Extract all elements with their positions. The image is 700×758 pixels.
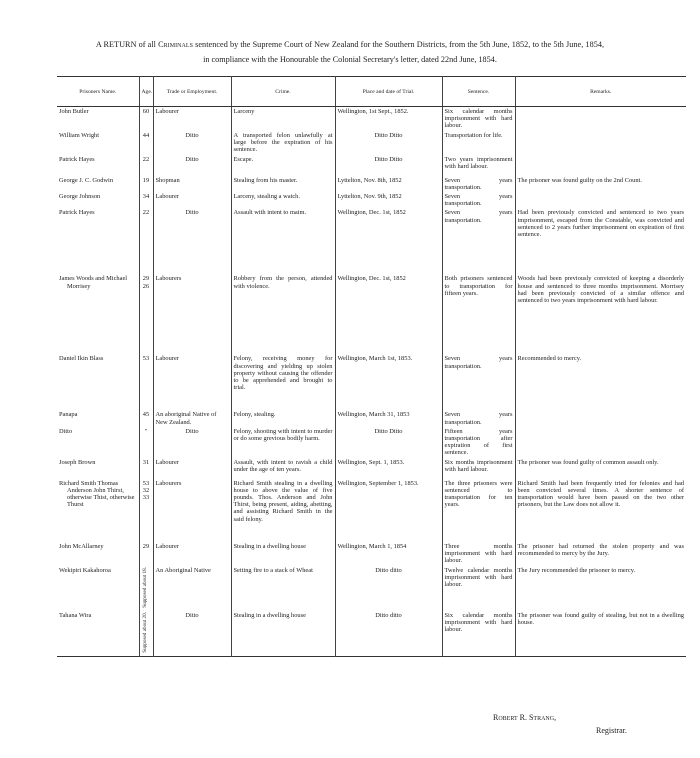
cell-sentence bbox=[442, 354, 515, 410]
cell-age bbox=[139, 611, 153, 656]
cell-age bbox=[139, 274, 153, 354]
cell-trade bbox=[153, 410, 231, 426]
header-age: Age. bbox=[139, 77, 153, 107]
cell-prisoner-name bbox=[57, 542, 139, 566]
cell-remarks bbox=[515, 208, 686, 274]
table-row bbox=[57, 566, 686, 611]
sentence-text: Six calendar months imprisonment with hard labour. bbox=[444, 108, 513, 130]
cell-prisoner-name bbox=[57, 208, 139, 274]
cell-sentence bbox=[442, 458, 515, 479]
cell-trade bbox=[153, 155, 231, 176]
remarks-text: The prisoner was found guilty on the 2nd Count. bbox=[517, 176, 642, 184]
cell-age bbox=[139, 458, 153, 479]
place-date-text: Lyttelton, Nov. 9th, 1852 bbox=[337, 193, 402, 201]
cell-place-date bbox=[335, 208, 442, 274]
place-date-text: Wellington, March 31, 1853 bbox=[337, 411, 410, 419]
sentence-text: Seven years transportation. bbox=[444, 411, 513, 426]
table-row bbox=[57, 427, 686, 458]
crime-text: Escape. bbox=[233, 155, 254, 163]
cell-remarks bbox=[515, 479, 686, 542]
cell-prisoner-name bbox=[57, 354, 139, 410]
cell-trade bbox=[153, 107, 231, 131]
cell-crime bbox=[231, 458, 335, 479]
cell-place-date bbox=[335, 410, 442, 426]
title-smallcaps: Criminals bbox=[158, 40, 194, 49]
age-text: 60 bbox=[142, 108, 150, 115]
prisoner-name-text: Patrick Hayes bbox=[59, 209, 95, 217]
cell-sentence bbox=[442, 131, 515, 155]
age-text: 45 bbox=[142, 411, 150, 419]
cell-sentence bbox=[442, 155, 515, 176]
trade-text: Labourer bbox=[155, 458, 179, 466]
trade-text: Labourers bbox=[155, 479, 182, 487]
age-text: 19 bbox=[142, 176, 150, 184]
cell-sentence bbox=[442, 176, 515, 192]
cell-prisoner-name bbox=[57, 155, 139, 176]
cell-crime bbox=[231, 479, 335, 542]
prisoner-name-text: Tahana Wira bbox=[59, 611, 92, 619]
prisoner-name-text: Joseph Brown bbox=[59, 458, 96, 466]
remarks-text: Recommended to mercy. bbox=[517, 355, 582, 363]
sentence-text: Six months imprisonment with hard labour. bbox=[444, 458, 513, 473]
table-row bbox=[57, 208, 686, 274]
title-prefix: A RETURN of all bbox=[95, 40, 156, 49]
table-row bbox=[57, 131, 686, 155]
cell-crime bbox=[231, 155, 335, 176]
header-trade: Trade or Employment. bbox=[153, 77, 231, 107]
age-text: Supposed about 18. bbox=[142, 566, 149, 608]
trade-text: Ditto bbox=[185, 155, 199, 163]
age-text: 22 bbox=[142, 209, 150, 217]
prisoner-name-text: Patrick Hayes bbox=[59, 155, 95, 163]
cell-crime bbox=[231, 542, 335, 566]
cell-place-date bbox=[335, 107, 442, 131]
cell-crime bbox=[231, 566, 335, 611]
cell-crime bbox=[231, 427, 335, 458]
trade-text: Labourer bbox=[155, 542, 179, 550]
cell-crime bbox=[231, 611, 335, 656]
remarks-text: Richard Smith had been frequently tried for felonies and had been convicted several times. A shorter sentence of transportation would have been passed on the two other prisoners, but the Law does not allow it. bbox=[517, 479, 684, 509]
remarks-text: The Jury recommended the prisoner to mercy. bbox=[517, 566, 636, 574]
prisoner-name-text: Richard Smith Thomas Anderson John Thirst, otherwise Thist, otherwise Thurst bbox=[59, 479, 135, 509]
cell-remarks bbox=[515, 410, 686, 426]
crime-text: Felony, receiving money for discovering and yielding up stolen property without causing the offender to be apprehended and brought to trial. bbox=[233, 355, 333, 392]
cell-remarks bbox=[515, 566, 686, 611]
document-subtitle: in compliance with the Honourable the Colonial Secretary's letter, dated 22nd June, 1854. bbox=[203, 55, 497, 64]
sentence-text: Six calendar months imprisonment with hard labour. bbox=[444, 611, 513, 634]
trade-text: Labourers bbox=[155, 275, 182, 283]
crime-text: Stealing in a dwelling house bbox=[233, 542, 306, 550]
cell-remarks bbox=[515, 192, 686, 208]
cell-place-date bbox=[335, 155, 442, 176]
place-date-text: Wellington, September 1, 1853. bbox=[337, 479, 419, 487]
age-text: 44 bbox=[142, 131, 150, 139]
table-row bbox=[57, 479, 686, 542]
age-text: 29 26 bbox=[142, 275, 150, 290]
table-body bbox=[57, 107, 686, 657]
trade-text: Ditto bbox=[185, 427, 199, 435]
crime-text: Stealing from his master. bbox=[233, 176, 298, 184]
table-row bbox=[57, 107, 686, 131]
cell-crime bbox=[231, 131, 335, 155]
prisoner-name-text: James Woods and Michael Morrisey bbox=[59, 275, 128, 290]
sentence-text: Transportation for life. bbox=[444, 131, 503, 139]
cell-crime bbox=[231, 274, 335, 354]
prisoner-name-text: George Johnson bbox=[59, 193, 101, 201]
cell-place-date bbox=[335, 354, 442, 410]
cell-place-date bbox=[335, 176, 442, 192]
crime-text: Larceny, stealing a watch. bbox=[233, 193, 300, 201]
cell-place-date bbox=[335, 131, 442, 155]
crime-text: Richard Smith stealing in a dwelling house to above the value of five pounds. Thos. Anderson and John Thirst, being present, aiding, abetting, and assisting Richard Smith in the said felony. bbox=[233, 479, 333, 523]
place-date-text: Ditto Ditto bbox=[374, 131, 403, 139]
cell-sentence bbox=[442, 611, 515, 656]
crime-text: Assault with intent to maim. bbox=[233, 209, 307, 217]
header-remarks: Remarks. bbox=[515, 77, 686, 107]
registrar-signature: Robert R. Strang, bbox=[493, 713, 557, 722]
cell-place-date bbox=[335, 274, 442, 354]
cell-remarks bbox=[515, 542, 686, 566]
place-date-text: Ditto ditto bbox=[375, 566, 402, 574]
document-title bbox=[0, 40, 700, 49]
sentence-text: Seven years transportation. bbox=[444, 193, 513, 208]
header-prisoner-name: Prisoners Name. bbox=[57, 77, 139, 107]
cell-remarks bbox=[515, 274, 686, 354]
table-row bbox=[57, 458, 686, 479]
cell-age bbox=[139, 107, 153, 131]
crime-text: Felony, stealing. bbox=[233, 411, 276, 419]
cell-prisoner-name bbox=[57, 611, 139, 656]
remarks-text: Had been previously convicted and sentenced to two years imprisonment, escaped from the Constable, was convicted and sentenced to 2 years further imprisonment on expiration of first sentence. bbox=[517, 209, 684, 239]
cell-remarks bbox=[515, 427, 686, 458]
crime-text: A transported felon unlawfully at large before the expiration of his sentence. bbox=[233, 131, 333, 154]
crime-text: Robbery from the person, attended with violence. bbox=[233, 275, 333, 290]
place-date-text: Wellington, 1st Sept., 1852. bbox=[337, 108, 409, 115]
cell-trade bbox=[153, 192, 231, 208]
cell-crime bbox=[231, 410, 335, 426]
cell-age bbox=[139, 155, 153, 176]
cell-age bbox=[139, 131, 153, 155]
age-text: 31 bbox=[142, 458, 150, 466]
table-row bbox=[57, 274, 686, 354]
table-row bbox=[57, 354, 686, 410]
cell-prisoner-name bbox=[57, 566, 139, 611]
remarks-text: The prisoner was found guilty of common assault only. bbox=[517, 458, 659, 466]
cell-sentence bbox=[442, 192, 515, 208]
sentence-text: Fifteen years transportation after expiration of first sentence. bbox=[444, 427, 513, 457]
age-text: " bbox=[144, 427, 148, 435]
cell-trade bbox=[153, 274, 231, 354]
trade-text: Shopman bbox=[155, 176, 180, 184]
registrar-title: Registrar. bbox=[596, 726, 627, 735]
place-date-text: Lyttelton, Nov. 8th, 1852 bbox=[337, 176, 402, 184]
prisoner-name-text: Ditto bbox=[59, 427, 73, 435]
cell-place-date bbox=[335, 566, 442, 611]
cell-trade bbox=[153, 354, 231, 410]
prisoner-name-text: John McAllarney bbox=[59, 542, 104, 550]
cell-sentence bbox=[442, 208, 515, 274]
cell-crime bbox=[231, 176, 335, 192]
cell-age bbox=[139, 354, 153, 410]
place-date-text: Wellington, Sept. 1, 1853. bbox=[337, 458, 405, 466]
trade-text: Ditto bbox=[185, 209, 199, 217]
prisoner-name-text: George J. C. Godwin bbox=[59, 176, 114, 184]
crime-text: Assault, with intent to ravish a child under the age of ten years. bbox=[233, 458, 333, 473]
cell-prisoner-name bbox=[57, 274, 139, 354]
cell-place-date bbox=[335, 458, 442, 479]
cell-place-date bbox=[335, 479, 442, 542]
prisoner-name-text: John Butler bbox=[59, 108, 89, 115]
cell-crime bbox=[231, 192, 335, 208]
place-date-text: Ditto ditto bbox=[375, 611, 402, 619]
cell-prisoner-name bbox=[57, 192, 139, 208]
cell-prisoner-name bbox=[57, 410, 139, 426]
cell-trade bbox=[153, 131, 231, 155]
criminal-return-table bbox=[57, 76, 686, 657]
prisoner-name-text: Wekipiri Kakahoroa bbox=[59, 566, 111, 574]
age-text: 22 bbox=[142, 155, 150, 163]
cell-remarks bbox=[515, 155, 686, 176]
cell-age bbox=[139, 208, 153, 274]
remarks-text: The prisoner was found guilty of stealing, but not in a dwelling house. bbox=[517, 611, 684, 626]
trade-text: Ditto bbox=[185, 611, 199, 619]
cell-remarks bbox=[515, 131, 686, 155]
cell-trade bbox=[153, 427, 231, 458]
cell-age bbox=[139, 479, 153, 542]
cell-age bbox=[139, 410, 153, 426]
table-row bbox=[57, 542, 686, 566]
cell-sentence bbox=[442, 566, 515, 611]
cell-sentence bbox=[442, 427, 515, 458]
crime-text: Felony, shooting with intent to murder or do some grevious bodily harm. bbox=[233, 427, 333, 443]
cell-sentence bbox=[442, 107, 515, 131]
table-header-row bbox=[57, 77, 686, 107]
cell-crime bbox=[231, 354, 335, 410]
remarks-text: The prisoner had returned the stolen property and was recommended to mercy by the Jury. bbox=[517, 542, 684, 557]
cell-prisoner-name bbox=[57, 458, 139, 479]
header-crime: Crime. bbox=[231, 77, 335, 107]
table-row bbox=[57, 192, 686, 208]
cell-prisoner-name bbox=[57, 131, 139, 155]
cell-remarks bbox=[515, 176, 686, 192]
sentence-text: Seven years transportation. bbox=[444, 355, 513, 370]
sentence-text: Seven years transportation. bbox=[444, 176, 513, 191]
cell-place-date bbox=[335, 192, 442, 208]
age-text: 53 bbox=[142, 355, 150, 363]
cell-trade bbox=[153, 611, 231, 656]
sentence-text: Twelve calendar months imprisonment with hard labour. bbox=[444, 566, 513, 589]
prisoner-name-text: Panapa bbox=[59, 411, 78, 419]
cell-remarks bbox=[515, 354, 686, 410]
age-text: 53 32 33 bbox=[142, 479, 150, 502]
trade-text: An Aboriginal Native bbox=[155, 566, 211, 574]
cell-age bbox=[139, 192, 153, 208]
cell-prisoner-name bbox=[57, 107, 139, 131]
title-rest: sentenced by the Supreme Court of New Zealand for the Southern Districts, from the 5th June, 1852, to the 5th June, 1854, bbox=[195, 40, 605, 49]
header-place-date: Place and date of Trial. bbox=[335, 77, 442, 107]
sentence-text: Seven years transportation. bbox=[444, 209, 513, 224]
prisoner-name-text: William Wright bbox=[59, 131, 100, 139]
cell-trade bbox=[153, 208, 231, 274]
cell-place-date bbox=[335, 427, 442, 458]
cell-remarks bbox=[515, 611, 686, 656]
cell-prisoner-name bbox=[57, 427, 139, 458]
crime-text: Setting fire to a stack of Wheat bbox=[233, 566, 313, 574]
cell-trade bbox=[153, 479, 231, 542]
cell-place-date bbox=[335, 542, 442, 566]
sentence-text: Two years imprisonment with hard labour. bbox=[444, 155, 513, 170]
table-row bbox=[57, 611, 686, 656]
sentence-text: The three prisoners were sentenced to transportation for ten years. bbox=[444, 479, 513, 509]
cell-trade bbox=[153, 458, 231, 479]
sentence-text: Three months imprisonment with hard labour. bbox=[444, 542, 513, 565]
header-sentence: Sentence. bbox=[442, 77, 515, 107]
age-text: 29 bbox=[142, 542, 150, 550]
cell-place-date bbox=[335, 611, 442, 656]
cell-sentence bbox=[442, 542, 515, 566]
cell-age bbox=[139, 566, 153, 611]
place-date-text: Wellington, March 1st, 1853. bbox=[337, 355, 413, 363]
cell-prisoner-name bbox=[57, 479, 139, 542]
trade-text: An aboriginal Native of New Zealand. bbox=[155, 411, 217, 426]
cell-trade bbox=[153, 566, 231, 611]
cell-age bbox=[139, 542, 153, 566]
place-date-text: Wellington, Dec. 1st, 1852 bbox=[337, 275, 406, 283]
cell-remarks bbox=[515, 107, 686, 131]
table-row bbox=[57, 155, 686, 176]
cell-crime bbox=[231, 107, 335, 131]
trade-text: Labourer bbox=[155, 108, 179, 115]
cell-sentence bbox=[442, 410, 515, 426]
age-text: 34 bbox=[142, 193, 150, 201]
place-date-text: Ditto Ditto bbox=[374, 427, 403, 435]
table-row bbox=[57, 410, 686, 426]
cell-sentence bbox=[442, 479, 515, 542]
cell-prisoner-name bbox=[57, 176, 139, 192]
table-row bbox=[57, 176, 686, 192]
trade-text: Labourer bbox=[155, 193, 179, 201]
cell-sentence bbox=[442, 274, 515, 354]
cell-crime bbox=[231, 208, 335, 274]
cell-remarks bbox=[515, 458, 686, 479]
place-date-text: Ditto Ditto bbox=[374, 155, 403, 163]
crime-text: Larceny bbox=[233, 108, 255, 115]
crime-text: Stealing in a dwelling house bbox=[233, 611, 306, 619]
cell-trade bbox=[153, 176, 231, 192]
cell-age bbox=[139, 176, 153, 192]
cell-age bbox=[139, 427, 153, 458]
place-date-text: Wellington, March 1, 1854 bbox=[337, 542, 407, 550]
cell-trade bbox=[153, 542, 231, 566]
place-date-text: Wellington, Dec. 1st, 1852 bbox=[337, 209, 406, 217]
prisoner-name-text: Daniel Ikin Blass bbox=[59, 355, 104, 363]
sentence-text: Both prisoners sentenced to transportation for fifteen years. bbox=[444, 275, 513, 297]
trade-text: Ditto bbox=[185, 131, 199, 139]
age-text: Supposed about 20. bbox=[142, 611, 149, 653]
remarks-text: Woods had been previously convicted of keeping a disorderly house and sentenced to three months imprisonment. Morrisey had been previously convicted of a similar offence and sentenced to two years imprisonment with hard labour. bbox=[517, 275, 684, 305]
trade-text: Labourer bbox=[155, 355, 179, 363]
